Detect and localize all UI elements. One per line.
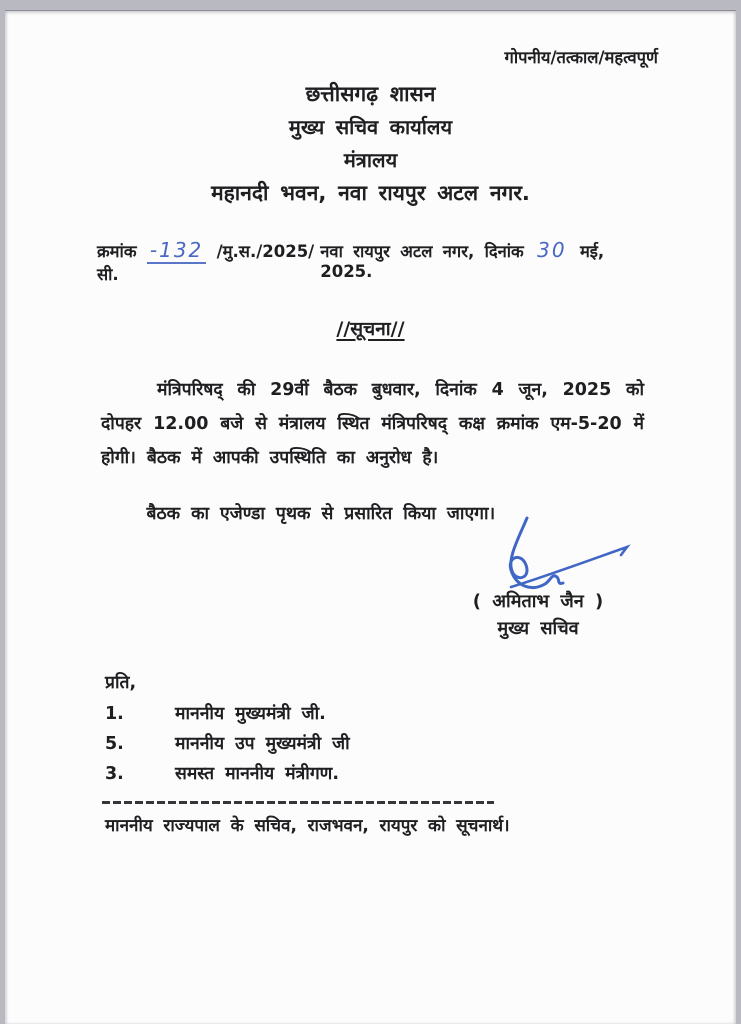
list-item — [105, 729, 644, 759]
place-and-date — [320, 238, 644, 281]
list-item-number: 1. — [105, 704, 124, 724]
letterhead-address: महानदी भवन, नवा रायपुर अटल नगर. — [211, 181, 530, 205]
list-item-text: माननीय उप मुख्यमंत्री जी — [175, 734, 350, 754]
list-item — [105, 699, 644, 729]
date-month-year: मई, 2025. — [320, 242, 605, 281]
reference-number — [97, 238, 320, 285]
copy-to-list — [105, 699, 644, 789]
copy-to-label: प्रति, — [105, 673, 137, 693]
handwritten-reference-number: -132 — [147, 238, 206, 264]
letterhead — [5, 78, 736, 210]
footer-note: माननीय राज्यपाल के सचिव, राजभवन, रायपुर को सूचनार्थ। — [105, 816, 510, 836]
classification-marking: गोपनीय/तत्काल/महत्वपूर्ण — [504, 48, 658, 67]
letterhead-government: छत्तीसगढ़ शासन — [305, 82, 436, 106]
scanned-letter-page — [5, 10, 736, 1024]
body-paragraph-2: बैठक का एजेण्डा पृथक से प्रसारित किया जाएगा। — [146, 504, 496, 524]
letterhead-ministry: मंत्रालय — [343, 148, 398, 172]
reference-label: क्रमांक — [97, 242, 137, 261]
handwritten-date-day: 30 — [537, 238, 567, 262]
body-paragraph-1: मंत्रिपरिषद् की 29वीं बैठक बुधवार, दिनांक 4 जून, 2025 को दोपहर 12.00 बजे से मंत्रालय स्थित मंत्रिपरिषद् कक्ष क्रमांक एम-5-20 में होगी। बैठक में आपकी उपस्थिति का अनुरोध है। — [101, 380, 645, 468]
copy-to-section — [105, 669, 644, 789]
list-item — [105, 759, 644, 789]
signature-block — [418, 513, 658, 643]
subject-heading: //सूचना// — [336, 318, 405, 340]
reference-suffix: /मु.स./2025/सी. — [97, 242, 315, 284]
list-item-text: समस्त माननीय मंत्रीगण. — [175, 764, 339, 784]
dashed-divider — [102, 801, 494, 804]
place-date-label: नवा रायपुर अटल नगर, दिनांक — [320, 242, 524, 261]
list-item-number: 3. — [105, 764, 124, 784]
reference-line — [97, 238, 644, 285]
signatory-name: ( अमिताभ जैन ) — [472, 591, 604, 612]
list-item-text: माननीय मुख्यमंत्री जी. — [175, 704, 326, 724]
letterhead-office: मुख्य सचिव कार्यालय — [288, 115, 453, 139]
signatory-designation: मुख्य सचिव — [497, 618, 579, 639]
list-item-number: 5. — [105, 734, 124, 754]
